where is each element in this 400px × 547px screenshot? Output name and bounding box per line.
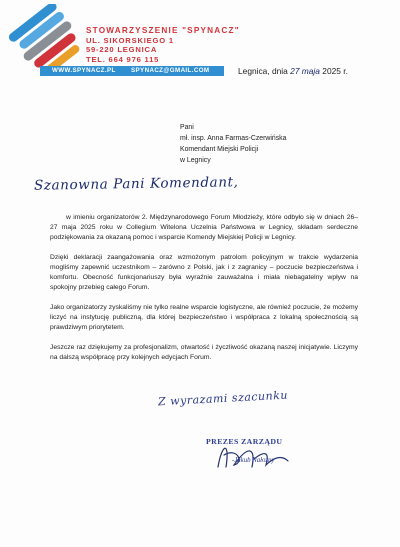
letter-body: [50, 213, 358, 373]
recipient-line: Komendant Miejski Policji: [180, 146, 259, 153]
date-year: 2025 r.: [322, 66, 348, 76]
stamp-title: PREZES ZARZĄDU: [206, 437, 283, 446]
email-link[interactable]: SPYNACZ@GMAIL.COM: [131, 67, 210, 74]
letter-date: [238, 66, 348, 76]
organization-address: [86, 26, 240, 64]
recipient-block: [180, 122, 286, 166]
date-handwritten: 27 maja: [290, 66, 320, 76]
organization-name: STOWARZYSZENIE "SPYNACZ": [86, 26, 240, 35]
body-paragraph: Jeszcze raz dziękujemy za profesjonalizm, otwartość i życzliwość okazaną naszej inicjatywie. Liczymy na dalszą współpracę przy kolejnych edycjach Forum.: [50, 344, 358, 361]
signature-stamp: [206, 437, 283, 464]
body-paragraph: Jako organizatorzy zyskaliśmy nie tylko realne wsparcie logistyczne, ale również poczucie, że możemy liczyć na instytucję publiczną, dla której bezpieczeństwo i współpraca z lokalną społecznością są prawdziwym priorytetem.: [50, 304, 358, 331]
handwritten-salutation: Szanowna Pani Komendant,: [33, 174, 239, 194]
website-link[interactable]: WWW.SPYNACZ.PL: [52, 67, 116, 74]
contact-bar: [40, 66, 224, 76]
date-prefix: Legnica, dnia: [238, 66, 288, 76]
recipient-line: w Legnicy: [180, 157, 211, 164]
stamp-name: -Jakub Nałożny: [232, 457, 275, 464]
body-paragraph: w imieniu organizatorów 2. Międzynarodowego Forum Młodzieży, które odbyło się w dniach 26–27 maja 2025 roku w Collegium Witelona Uczelnia Państwowa w Legnicy, składam serdeczne podziękowania za okazaną pomoc i wsparcie Komendy Miejskiej Policji w Legnicy.: [50, 214, 358, 241]
phone-number: TEL. 664 976 115: [86, 54, 160, 64]
postal-address: 59-220 LEGNICA: [86, 45, 158, 54]
recipient-line: Pani: [180, 124, 194, 131]
body-paragraph: Dzięki deklaracji zaangażowania oraz wzmożonym patrolom policyjnym w trakcie wydarzenia mogliśmy zapewnić uczestnikom – zarówno z Polski, jak i z zagranicy – poczucie bezpieczeństwa i komfortu. Obecność funkcjonariuszy była wyraźnie zauważalna i miała niebagatelny wpływ na spokojny przebieg całego Forum.: [50, 254, 358, 291]
handwritten-closing: Z wyrazami szacunku: [157, 388, 289, 409]
street-address: UL. SIKORSKIEGO 1: [86, 35, 174, 45]
recipient-line: mł. insp. Anna Farmas-Czerwińska: [180, 135, 287, 142]
